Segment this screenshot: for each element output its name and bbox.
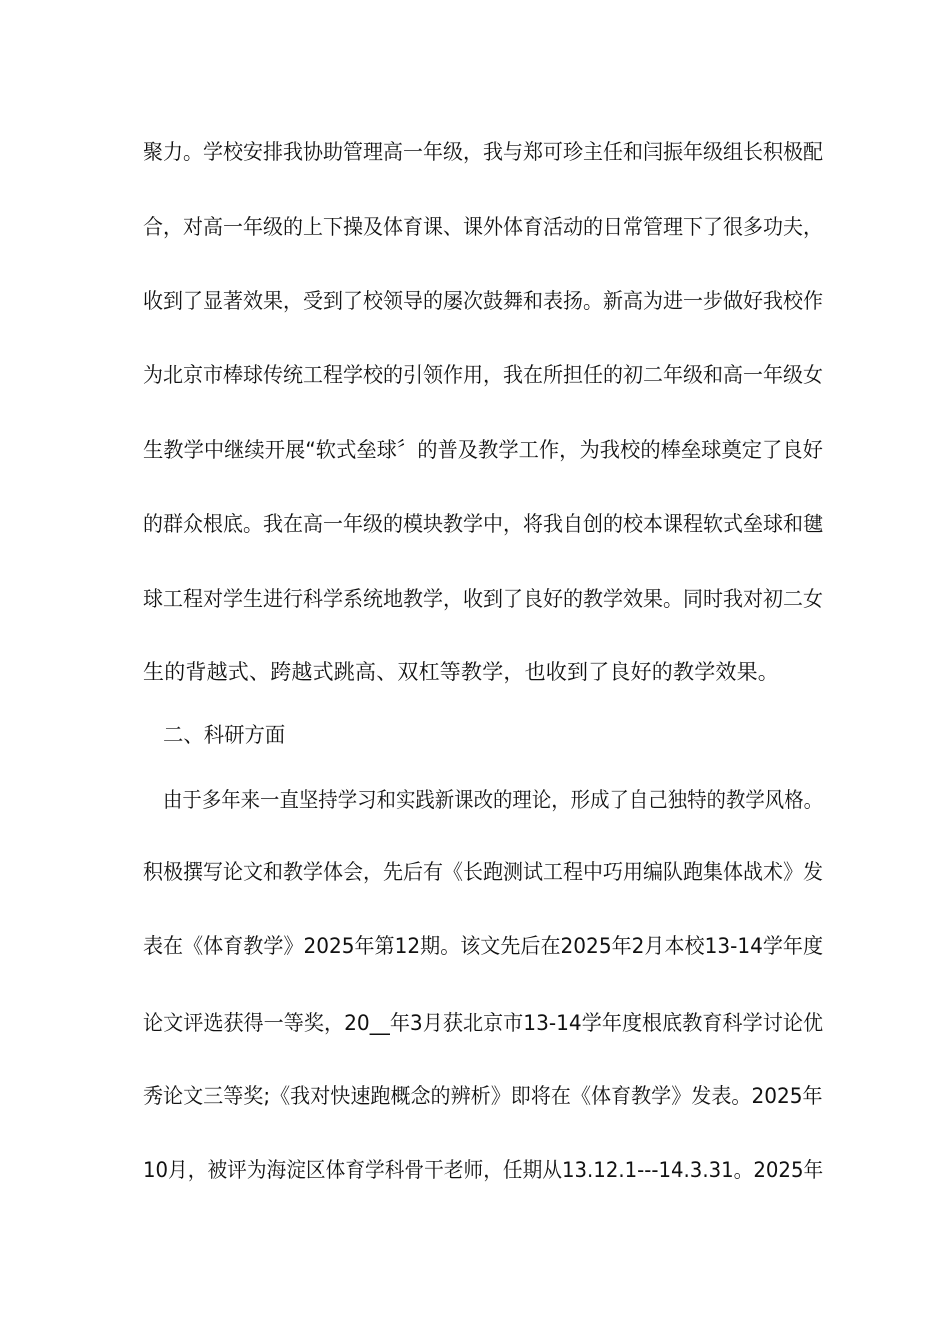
paragraph-line: 论文评选获得一等奖，20__年3月获北京市13-14学年度根底教育科学讨论优 — [143, 1011, 824, 1035]
paragraph-line: 为北京市棒球传统工程学校的引领作用，我在所担任的初二年级和高一年级女 — [143, 363, 824, 387]
paragraph-line: 积极撰写论文和教学体会，先后有《长跑测试工程中巧用编队跑集体战术》发 — [143, 860, 824, 884]
paragraph-line: 生的背越式、跨越式跳高、双杠等教学，也收到了良好的教学效果。 — [143, 660, 779, 684]
paragraph-line: 聚力。学校安排我协助管理高一年级，我与郑可珍主任和闫振年级组长积极配 — [143, 140, 824, 164]
paragraph-line: 的群众根底。我在高一年级的模块教学中，将我自创的校本课程软式垒球和毽 — [143, 512, 824, 536]
paragraph-line: 10月，被评为海淀区体育学科骨干老师，任期从13.12.1---14.3.31。2025年 — [143, 1158, 824, 1182]
section-heading: 二、科研方面 — [163, 723, 286, 747]
paragraph-line: 由于多年来一直坚持学习和实践新课改的理论，形成了自己独特的教学风格。 — [163, 788, 824, 812]
paragraph-line: 球工程对学生进行科学系统地教学，收到了良好的教学效果。同时我对初二女 — [143, 587, 824, 611]
paragraph-line: 合，对高一年级的上下操及体育课、课外体育活动的日常管理下了很多功夫， — [143, 215, 824, 239]
paragraph-line: 秀论文三等奖;《我对快速跑概念的辨析》即将在《体育教学》发表。2025年 — [143, 1084, 823, 1108]
paragraph-line: 生教学中继续开展“软式垒球〞的普及教学工作，为我校的棒垒球奠定了良好 — [143, 438, 823, 462]
paragraph-line: 表在《体育教学》2025年第12期。该文先后在2025年2月本校13-14学年度 — [143, 934, 824, 958]
paragraph-line: 收到了显著效果，受到了校领导的屡次鼓舞和表扬。新高为进一步做好我校作 — [143, 289, 824, 313]
